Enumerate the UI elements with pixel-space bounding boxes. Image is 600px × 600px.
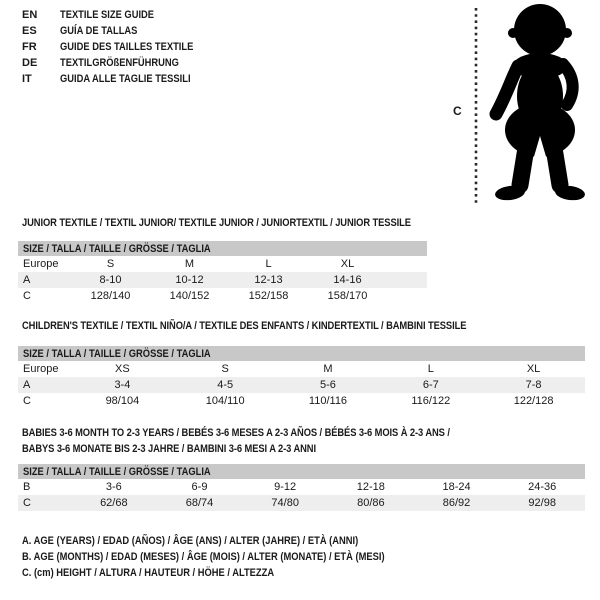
footnote-b: B. AGE (MONTHS) / EDAD (MESES) / ÂGE (MOIS) / ALTER (MONATE) / ETÀ (MESI): [22, 551, 385, 563]
language-row-es: [22, 23, 217, 39]
language-label: GUIDE DES TAILLES TEXTILE: [60, 41, 194, 53]
language-code: ES: [22, 25, 37, 37]
row-label: B: [23, 481, 31, 493]
table-cell: 140/152: [169, 290, 210, 302]
table-cell: XL: [526, 363, 541, 375]
size-header-bar: [18, 464, 585, 479]
babies-size-table: [18, 464, 585, 511]
language-code: IT: [22, 73, 32, 85]
table-cell: 158/170: [327, 290, 368, 302]
table-cell: 98/104: [105, 395, 140, 407]
table-cell: 18-24: [442, 481, 471, 493]
table-cell: 6-9: [191, 481, 208, 493]
row-label: Europe: [23, 258, 59, 270]
baby-figure: [468, 3, 593, 206]
table-cell: 3-6: [105, 481, 122, 493]
table-cell: L: [265, 258, 272, 270]
table-cell: 12-18: [356, 481, 385, 493]
language-label: TEXTILE SIZE GUIDE: [60, 9, 155, 21]
table-cell: 5-6: [320, 379, 336, 391]
row-label: A: [23, 379, 31, 391]
language-label: GUIDA ALLE TAGLIE TESSILI: [60, 73, 191, 85]
footnotes: [22, 535, 449, 583]
size-header-label: SIZE / TALLA / TAILLE / GRÖSSE / TAGLIA: [23, 242, 211, 255]
table-cell: 116/122: [411, 395, 451, 407]
language-row-en: [22, 7, 217, 23]
row-label: C: [23, 395, 31, 407]
table-cell: 10-12: [175, 274, 204, 286]
footnote-a: A. AGE (YEARS) / EDAD (AÑOS) / ÂGE (ANS) / ALTER (JAHRE) / ETÀ (ANNI): [22, 535, 359, 547]
babies-title-line1: BABIES 3-6 MONTH TO 2-3 YEARS / BEBÉS 3-6 MESES A 2-3 AÑOS / BÉBÉS 3-6 MOIS À 2-3 ANS /: [22, 427, 450, 439]
table-cell: 122/128: [513, 395, 554, 407]
baby-silhouette-icon: [494, 4, 585, 202]
language-code: FR: [22, 41, 37, 53]
row-label: C: [23, 497, 31, 509]
table-cell: 3-4: [114, 379, 131, 391]
size-header-bar: [18, 241, 427, 256]
table-cell: 4-5: [217, 379, 234, 391]
table-cell: M: [323, 363, 333, 375]
table-row-b: [18, 479, 585, 495]
table-cell: 8-10: [99, 274, 122, 286]
row-label: Europe: [23, 363, 59, 375]
row-label: C: [23, 290, 31, 302]
table-row-a: [18, 377, 585, 393]
row-label: A: [23, 274, 31, 286]
table-cell: 9-12: [274, 481, 297, 493]
language-label: TEXTILGRÖßENFÜHRUNG: [60, 57, 179, 69]
table-row-c: [18, 393, 585, 409]
table-row-europe: [18, 361, 585, 377]
language-row-de: [22, 55, 217, 71]
babies-table-title: [22, 425, 525, 457]
language-code: DE: [22, 57, 38, 69]
language-row-fr: [22, 39, 217, 55]
table-row-c: [18, 495, 585, 511]
table-row-a: [18, 272, 427, 288]
children-size-table: [18, 346, 585, 409]
junior-table-title: JUNIOR TEXTILE / TEXTIL JUNIOR/ TEXTILE JUNIOR / JUNIORTEXTIL / JUNIOR TESSILE: [22, 217, 411, 229]
height-measure-label: C: [453, 104, 462, 118]
language-row-it: [22, 71, 217, 87]
table-cell: M: [184, 258, 195, 270]
language-list: [22, 7, 217, 87]
table-cell: 14-16: [333, 274, 362, 286]
table-cell: 74/80: [271, 497, 299, 509]
table-cell: L: [427, 363, 434, 375]
language-code: EN: [22, 9, 38, 21]
size-header-label: SIZE / TALLA / TAILLE / GRÖSSE / TAGLIA: [23, 347, 211, 360]
footnote-c: C. (cm) HEIGHT / ALTURA / HAUTEUR / HÖHE / ALTEZZA: [22, 567, 275, 579]
table-cell: 80/86: [357, 497, 385, 509]
language-label: GUÍA DE TALLAS: [60, 25, 138, 37]
table-cell: 7-8: [525, 379, 542, 391]
table-row-europe: [18, 256, 427, 272]
table-cell: S: [106, 258, 115, 270]
table-row-c: [18, 288, 427, 304]
table-cell: XL: [340, 258, 355, 270]
table-cell: 104/110: [205, 395, 245, 407]
table-cell: 62/68: [100, 497, 128, 509]
table-cell: 6-7: [422, 379, 439, 391]
table-cell: XS: [115, 363, 130, 375]
table-cell: 92/98: [528, 497, 556, 509]
table-cell: 68/74: [185, 497, 214, 509]
table-cell: 24-36: [528, 481, 557, 493]
children-table-title: CHILDREN'S TEXTILE / TEXTIL NIÑO/A / TEXTILE DES ENFANTS / KINDERTEXTIL / BAMBINI TESSILE: [22, 320, 467, 332]
table-cell: 128/140: [90, 290, 131, 302]
junior-size-table: [18, 241, 427, 304]
table-cell: 12-13: [254, 274, 283, 286]
size-header-bar: [18, 346, 585, 361]
table-cell: 110/116: [308, 395, 348, 407]
table-cell: 86/92: [442, 497, 471, 509]
table-cell: S: [221, 363, 229, 375]
size-header-label: SIZE / TALLA / TAILLE / GRÖSSE / TAGLIA: [23, 465, 211, 478]
babies-title-line2: BABYS 3-6 MONATE BIS 2-3 JAHRE / BAMBINI 3-6 MESI A 2-3 ANNI: [22, 443, 316, 455]
table-cell: 152/158: [248, 290, 289, 302]
